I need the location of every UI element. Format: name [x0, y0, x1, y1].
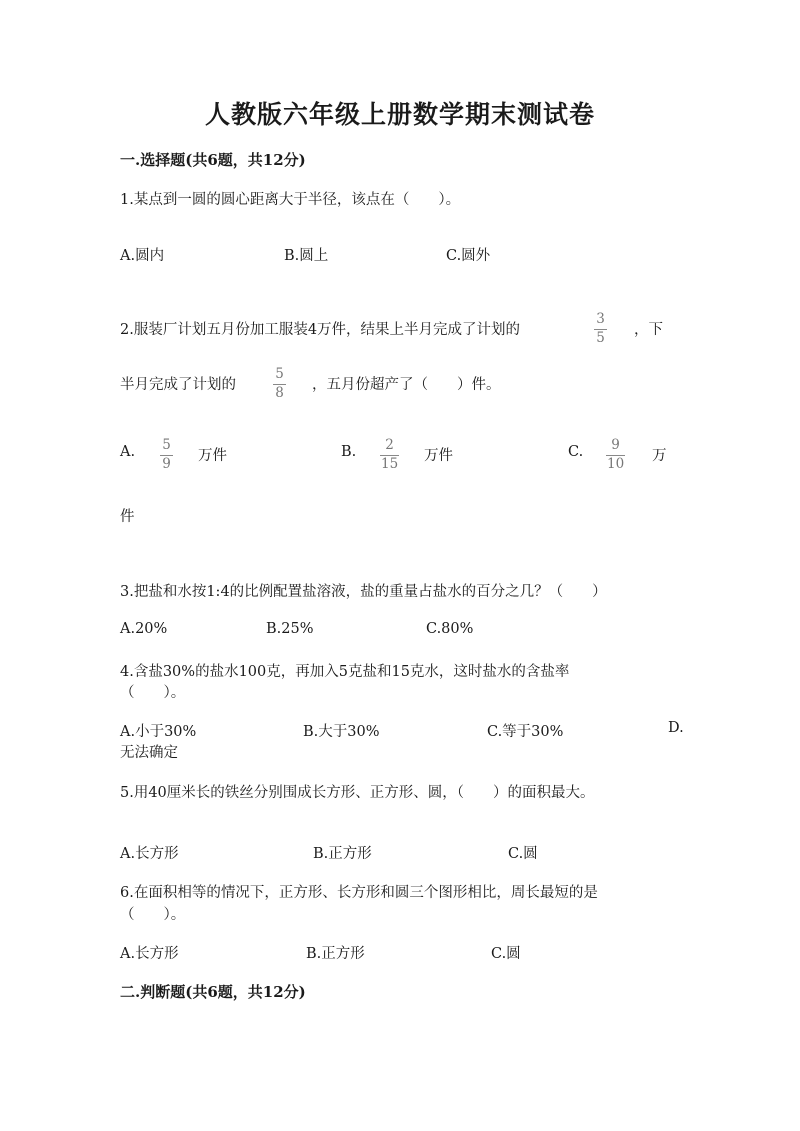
- question-2-text-part2: ，下: [634, 322, 663, 338]
- question-2-option-b-unit: 万件: [424, 448, 453, 464]
- question-4-option-d-label: D.: [668, 720, 684, 736]
- fraction-numerator: 5: [275, 366, 284, 382]
- question-4-option-d-text: 无法确定: [120, 745, 178, 761]
- fraction-numerator: 2: [385, 437, 394, 453]
- fraction-denominator: 8: [275, 385, 284, 401]
- question-2-option-b-label: B.: [341, 444, 357, 460]
- question-3-option-b: B.25%: [266, 621, 314, 637]
- question-2-option-c-label: C.: [568, 444, 584, 460]
- question-2-fraction-5-8: [273, 367, 286, 401]
- question-4-option-b: B.大于30%: [303, 724, 380, 740]
- question-6-option-c: C.圆: [491, 946, 521, 962]
- fraction-denominator: 5: [596, 330, 605, 346]
- fraction-denominator: 10: [607, 456, 625, 472]
- section-heading-choice: 一.选择题(共6题，共12分): [120, 151, 306, 169]
- question-1-text: 1.某点到一圆的圆心距离大于半径，该点在（ ）。: [120, 192, 461, 208]
- question-6-text-line1: 6.在面积相等的情况下，正方形、长方形和圆三个图形相比，周长最短的是: [120, 885, 598, 901]
- question-2-option-b-fraction: [380, 438, 399, 472]
- question-1-option-c: C.圆外: [446, 248, 491, 264]
- fraction-numerator: 9: [611, 437, 620, 453]
- question-4-option-a: A.小于30%: [120, 724, 197, 740]
- question-4-text-line1: 4.含盐30%的盐水100克，再加入5克盐和15克水，这时盐水的含盐率: [120, 664, 570, 680]
- section-heading-judgement: 二.判断题(共6题，共12分): [120, 983, 306, 1001]
- question-3-option-c: C.80%: [426, 621, 474, 637]
- question-5-option-c: C.圆: [508, 846, 538, 862]
- question-3-text: 3.把盐和水按1:4的比例配置盐溶液，盐的重量占盐水的百分之几？（ ）: [120, 584, 607, 600]
- question-2-option-c-unit-wrap: 件: [120, 509, 135, 525]
- question-4-text-line2: （ ）。: [120, 685, 186, 701]
- question-2-option-a-fraction: [160, 438, 173, 472]
- question-2-text-part4: ，五月份超产了（ ）件。: [312, 377, 501, 393]
- question-6-option-a: A.长方形: [120, 946, 179, 962]
- fraction-denominator: 15: [381, 456, 399, 472]
- question-5-option-b: B.正方形: [313, 846, 372, 862]
- question-2-option-a-label: A.: [120, 444, 136, 460]
- fraction-numerator: 3: [596, 311, 605, 327]
- page-title: 人教版六年级上册数学期末测试卷: [204, 100, 595, 129]
- question-2-text-part3: 半月完成了计划的: [120, 377, 236, 393]
- question-4-option-c: C.等于30%: [487, 724, 564, 740]
- question-2-fraction-3-5: [594, 312, 607, 346]
- question-5-option-a: A.长方形: [120, 846, 179, 862]
- question-2-text-part1: 2.服装厂计划五月份加工服装4万件，结果上半月完成了计划的: [120, 322, 521, 338]
- question-6-option-b: B.正方形: [306, 946, 365, 962]
- fraction-numerator: 5: [162, 437, 171, 453]
- question-2-option-c-fraction: [606, 438, 625, 472]
- question-1-option-b: B.圆上: [284, 248, 329, 264]
- question-3-option-a: A.20%: [120, 621, 168, 637]
- question-2-option-c-unit: 万: [652, 448, 667, 464]
- question-2-option-a-unit: 万件: [198, 448, 227, 464]
- fraction-denominator: 9: [162, 456, 171, 472]
- question-5-text: 5.用40厘米长的铁丝分别围成长方形、正方形、圆，（ ）的面积最大。: [120, 785, 595, 801]
- question-6-text-line2: （ ）。: [120, 907, 186, 923]
- question-1-option-a: A.圆内: [120, 248, 165, 264]
